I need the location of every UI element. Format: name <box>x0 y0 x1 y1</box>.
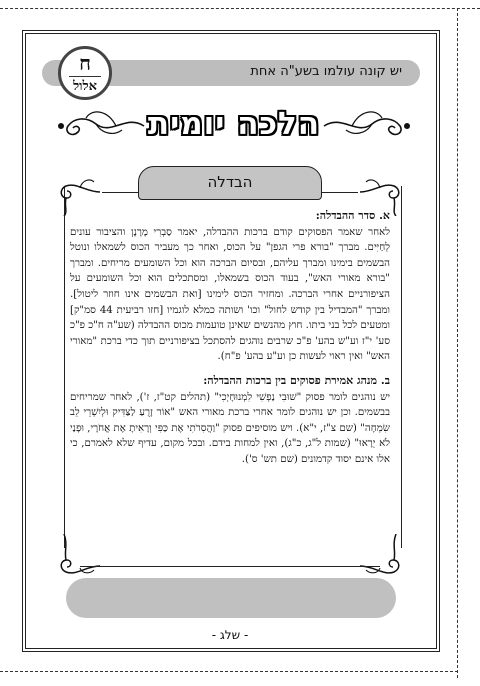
right-flourish-icon <box>322 104 412 144</box>
halacha-body <box>70 208 390 544</box>
title-banner <box>56 104 412 144</box>
cut-line-top <box>0 8 480 9</box>
section-tab <box>138 166 322 200</box>
section-paragraph-1: לאחר שאמר הפסוקים קודם ברכות ההבדלה, יאמר סַבְרִי מָרָנָן והציבור עונים לְחַיִּים. מברך "בורא פרי הגפן" על הכוס, ואחר כך מעביר הכוס לשמאלו ונוטל הבשמים בימינו ומברך עליהם, ובסיום הברכה הוא וכל השומעים מריחים. ומברך "בורא מאורי האש", בעוד הכוס בשמאלו, ומסתכלים הוא וכל השומעים על הציפורניים אחרי הברכה. ומחזיר הכוס לימינו [ואת הבשמים אינו חוזר ליטול]. ומברך "המבדיל בין קודש לחול" וכו' ושותה כמלא לוגמיו [חזו רביעית 44 סמ"ק] ומטעים לכל בני ביתו. חוץ מהנשים שאינן טועמות מכוס ההבדלה (שע"ה ח"כ פ"כ סע' י"ז וע"ש בהע' פ"כ שרבים נוהגים להסתכל בציפורניים תוך כדי ברכת "מאורי האש" ואין ראוי לעשות כן וע"ע בהע' פ"ח). <box>70 226 390 363</box>
tab-rule-right <box>322 192 358 193</box>
date-badge <box>58 46 112 100</box>
header-slogan: יש קונה עולמו בשע"ה אחת <box>250 64 402 79</box>
date-divider <box>69 76 101 77</box>
page-title: הלכה יומית <box>147 106 321 142</box>
date-month: אלול <box>73 79 97 94</box>
section-title: הבדלה <box>207 173 253 191</box>
footer-bar <box>66 578 396 618</box>
tab-rule-left <box>102 192 138 193</box>
section-paragraph-2: יש נוהגים לומר פסוק "שׁוּבִי נַפְשִׁי לִמְנוּחָיְכִי" (תהלים קט"ז, ז'), לאחר שמריחים בבשמים. וכן יש נוהגים לומר אחרי ברכת מאורי האש "אוֹר זָרֻעַ לַצַּדִּיק וּלְיִשְׁרֵי לֵב שִׂמְחָה" (שם צ"ז, י"א). ויש מוסיפים פסוק "וַהֲסִרֹתִי אֶת כַּפִּי וְרָאִיתָ אֶת אֲחֹרָי, וּפָנַי לֹא יֵרָאוּ" (שמות ל"ג, כ"ג), ואין למחות בידם. ובכל מקום, עדיף שלא לאמרם, כי אלו אינם יסוד קדמונים (שם תש' ס'). <box>70 391 390 465</box>
cut-line-right <box>457 8 458 678</box>
section-heading-1: א. סדר ההבדלה: <box>315 209 390 222</box>
cut-line-bottom <box>0 671 458 672</box>
bottom-rule <box>80 566 380 567</box>
section-heading-2: ב. מנהג אמירת פסוקים בין ברכות ההבדלה: <box>203 373 390 387</box>
date-day: ח <box>79 51 91 75</box>
page-number: - שלג - <box>211 628 249 642</box>
